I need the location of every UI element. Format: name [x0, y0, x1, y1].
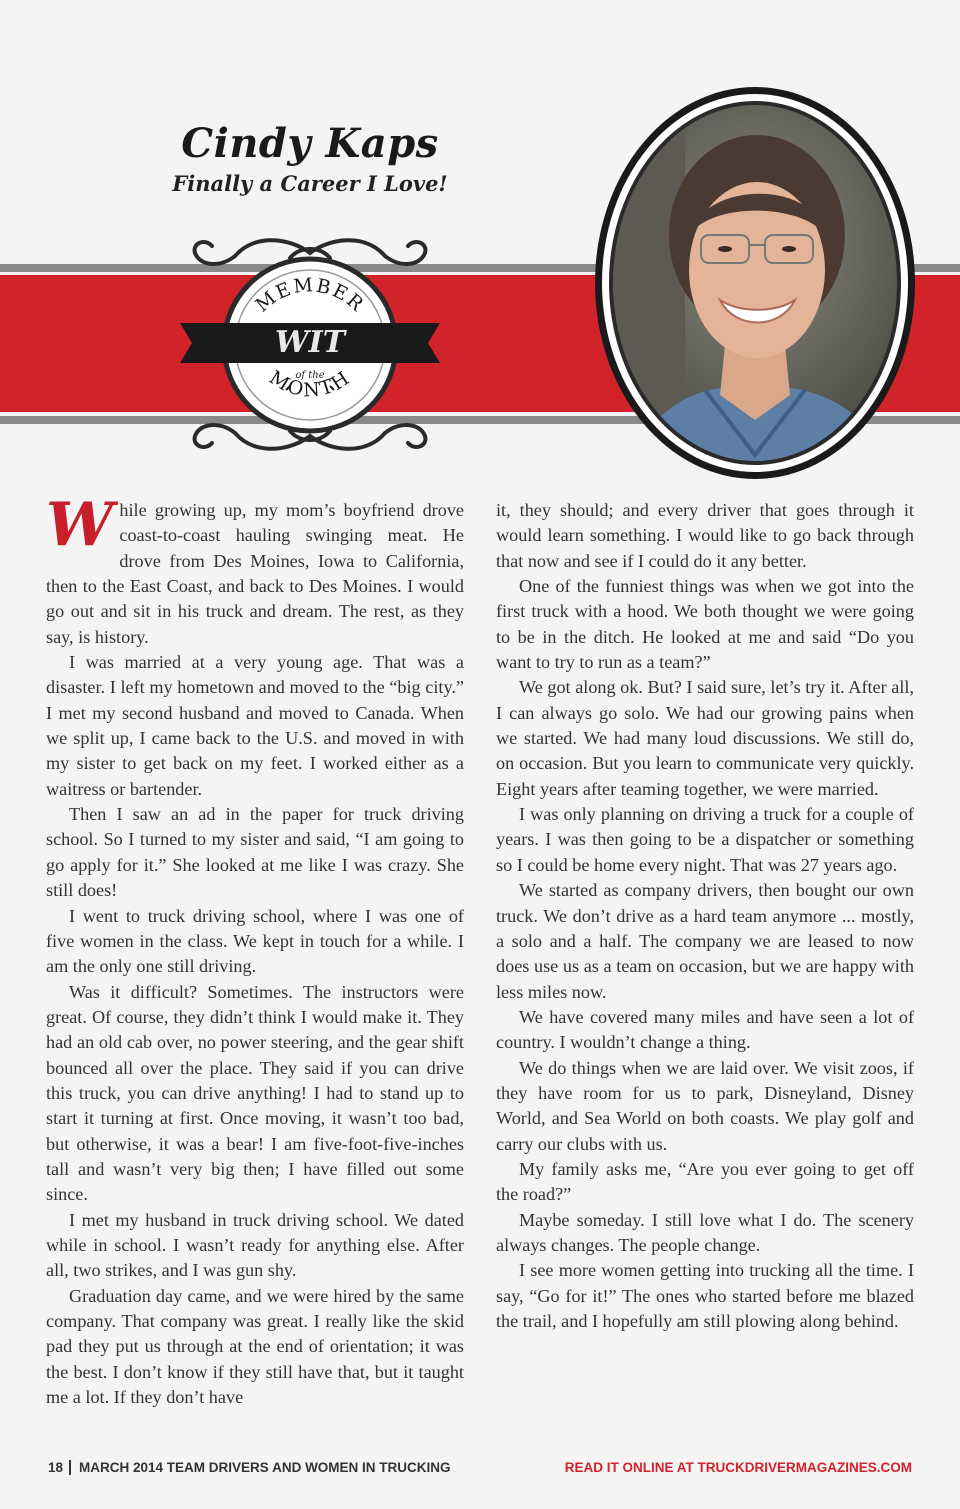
article-paragraph: I went to truck driving school, where I was one of five women in the class. We kept in touch for a while. I am the only one still driving. [46, 905, 464, 977]
badge-month-text: MONTH [265, 366, 355, 402]
article-paragraph: I see more women getting into trucking all the time. I say, “Go for it!” The ones who started before me blazed the trail, and I hopefully am still plowing along behind. [496, 1260, 914, 1331]
article-paragraph: Maybe someday. I still love what I do. The scenery always changes. The people change. [496, 1209, 914, 1255]
page-footer [0, 1460, 960, 1480]
article-paragraph: My family asks me, “Are you ever going to get off the road?” [496, 1158, 914, 1205]
footer-issue-info [48, 1460, 451, 1475]
portrait-photo [585, 85, 925, 485]
badge-member-text: MEMBER [251, 273, 369, 317]
article-column-left [46, 490, 464, 1410]
wit-logo: WIT [274, 325, 346, 360]
article-paragraph: We started as company drivers, then bought our own truck. We don’t drive as a hard team anymore ... mostly, a solo and a half. The company we are leased to now does use us as a team on occasion, but we are happy with less miles now. [496, 880, 914, 1002]
portrait-frame [585, 85, 925, 485]
badge-ornament [140, 228, 480, 463]
article-paragraph: One of the funniest things was when we got into the first truck with a hood. We both thought we were going to be in the ditch. He looked at me and said “Do you want to try to run as a team?” [496, 576, 914, 673]
badge-of-the-text: of the [295, 370, 325, 381]
article-paragraph: I was married at a very young age. That was a disaster. I left my hometown and moved to the “big city.” I met my second husband and moved to Canada. When we split up, I came back to the U.S. and moved in with my sister to get back on my feet. I worked either as a waitress or bartender. [46, 652, 464, 799]
drop-cap: W [46, 490, 114, 560]
article-title: Cindy Kaps [181, 120, 439, 167]
article-paragraph: Was it difficult? Sometimes. The instructors were great. Of course, they didn’t think I would make it. They had an old cab over, no power steering, and the gear shift bounced all over the place. They said if you can drive this truck, you can drive anything! I had to stand up to start it turning at first. Once moving, it wasn’t too bad, but otherwise, it was a bear! I am five-foot-five-inches tall and wasn’t very big then; I have filled out some since. [46, 981, 464, 1205]
member-of-the-month-badge [140, 228, 480, 463]
article-paragraph: While growing up, my mom’s boyfriend drove coast-to-coast hauling swinging meat. He drove from Des Moines, Iowa to California, then to the East Coast, and back to Des Moines. I would go out and sit in his truck and dream. The rest, as they say, is history. [46, 490, 464, 647]
article-subtitle: Finally a Career I Love! [172, 171, 448, 196]
article-paragraph: We have covered many miles and have seen a lot of country. I wouldn’t change a thing. [496, 1006, 914, 1053]
article-column-right [496, 498, 914, 1334]
article-header [150, 120, 470, 196]
article-paragraph: Graduation day came, and we were hired by the same company. That company was great. I really like the skid pad they put us through at the end of orientation; it was the best. I don’t know if they still have that, but it taught me a lot. If they don’t have [46, 1285, 464, 1408]
page-number: 18 [48, 1460, 71, 1475]
article-paragraph: it, they should; and every driver that goes through it would learn something. I would like to go back through that now and see if I could do it any better. [496, 500, 914, 571]
article-paragraph: Then I saw an ad in the paper for truck driving school. So I turned to my sister and said, “I am going to go apply for it.” She looked at me like I was crazy. She still does! [46, 804, 464, 901]
article-paragraph: We do things when we are laid over. We visit zoos, if they have room for us to park, Disneyland, Disney World, and Sea World on both coasts. We play golf and carry our clubs with us. [496, 1057, 914, 1154]
issue-title: MARCH 2014 TEAM DRIVERS AND WOMEN IN TRUCKING [79, 1460, 451, 1475]
article-paragraph: We got along ok. But? I said sure, let’s try it. After all, I can always go solo. We had our growing pains when we started. We had many loud discussions. We still do, on occasion. But you learn to communicate very quickly. Eight years after teaming together, we were married. [496, 677, 914, 799]
article-paragraph: I met my husband in truck driving school. We dated while in school. I wasn’t ready for anything else. After all, two strikes, and I was gun shy. [46, 1209, 464, 1281]
footer-online-link[interactable]: READ IT ONLINE AT TRUCKDRIVERMAGAZINES.COM [564, 1460, 912, 1475]
article-paragraph: I was only planning on driving a truck for a couple of years. I was then going to be a dispatcher or something so I could be home every night. That was 27 years ago. [496, 804, 914, 875]
